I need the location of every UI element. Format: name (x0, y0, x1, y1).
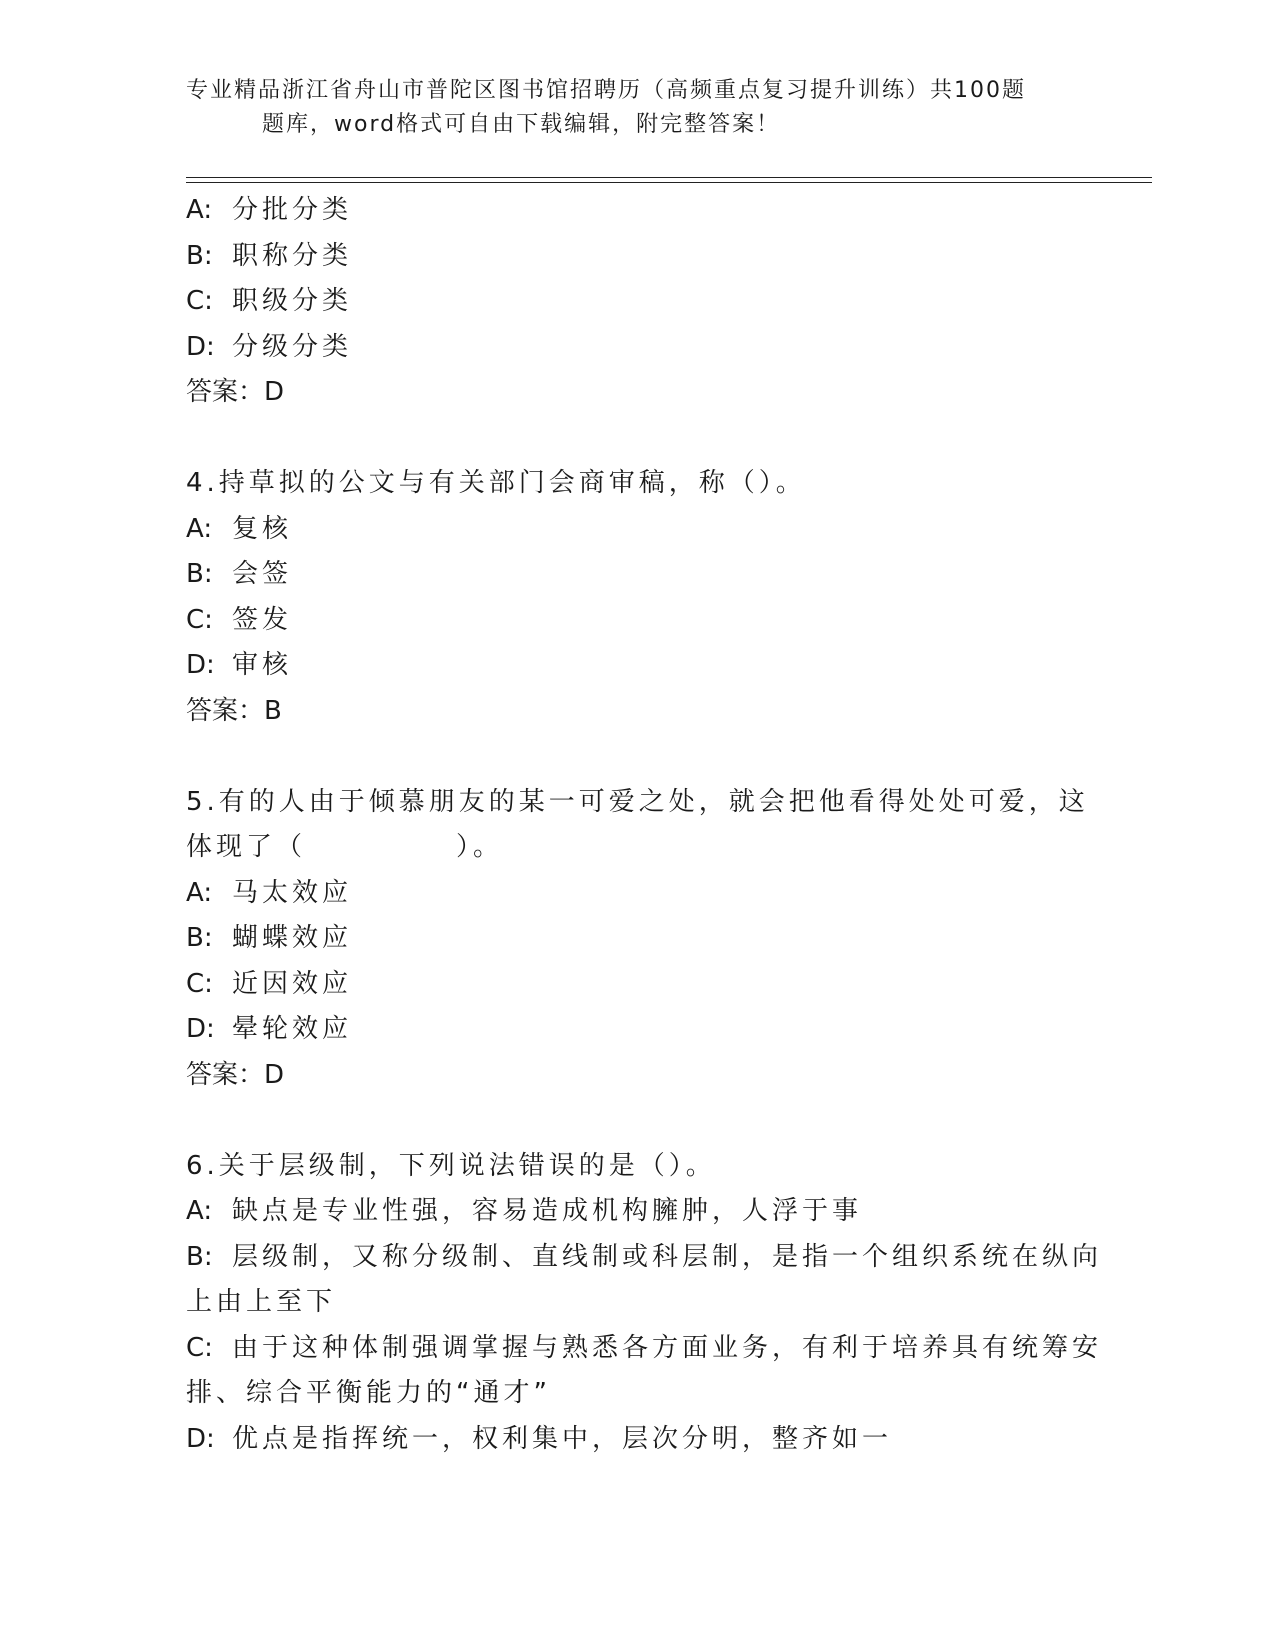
question-list (186, 188, 1103, 1462)
question-stem-line-2: 体现了（ ）。 (186, 832, 504, 862)
spacer (186, 416, 1086, 462)
header-rule-top (186, 177, 1152, 178)
option-d: D: 分级分类 (186, 331, 353, 362)
question-stem: 4.持草拟的公文与有关部门会商审稿，称（）。 (186, 468, 806, 498)
option-d: D: 优点是指挥统一，权利集中，层次分明，整齐如一 (186, 1423, 893, 1454)
option-c: C: 职级分类 (186, 286, 353, 316)
option-b: B: 层级制，又称分级制、直线制或科层制，是指一个组织系统在纵向 (186, 1241, 1103, 1272)
option-d: D: 晕轮效应 (186, 1014, 353, 1044)
option-a: A: 马太效应 (186, 877, 353, 908)
question-4 (186, 461, 1086, 734)
option-a: A: 分批分类 (186, 195, 353, 225)
option-a: A: 缺点是专业性强，容易造成机构臃肿，人浮于事 (186, 1196, 863, 1226)
option-c: C: 近因效应 (186, 968, 353, 999)
question-stem-line-1: 5.有的人由于倾慕朋友的某一可爱之处，就会把他看得处处可爱，这 (186, 786, 1089, 817)
option-c-continued: 排、综合平衡能力的“通才” (186, 1378, 551, 1408)
option-d: D: 审核 (186, 650, 293, 680)
question-6 (186, 1144, 1103, 1463)
option-b: B: 职称分类 (186, 240, 353, 271)
option-c: C: 签发 (186, 604, 293, 635)
header-rule-bottom (186, 182, 1152, 183)
answer-line: 答案：D (186, 1059, 285, 1090)
option-b: B: 会签 (186, 559, 293, 589)
question-5 (186, 780, 1089, 1099)
option-a: A: 复核 (186, 513, 293, 544)
question-3 (186, 188, 1086, 416)
answer-line: 答案：B (186, 695, 282, 726)
spacer (186, 1098, 1086, 1144)
document-header (186, 74, 1086, 142)
question-stem: 6.关于层级制，下列说法错误的是（）。 (186, 1150, 716, 1181)
header-title-line-2: 题库，word格式可自由下载编辑，附完整答案！ (262, 112, 781, 137)
option-c: C: 由于这种体制强调掌握与熟悉各方面业务，有利于培养具有统筹安 (186, 1332, 1103, 1363)
spacer (186, 734, 1086, 780)
option-b: B: 蝴蝶效应 (186, 923, 353, 953)
header-title-line-1: 专业精品浙江省舟山市普陀区图书馆招聘历（高频重点复习提升训练）共100题 (186, 78, 1026, 103)
option-b-continued: 上由上至下 (186, 1287, 337, 1317)
answer-line: 答案：D (186, 377, 285, 407)
